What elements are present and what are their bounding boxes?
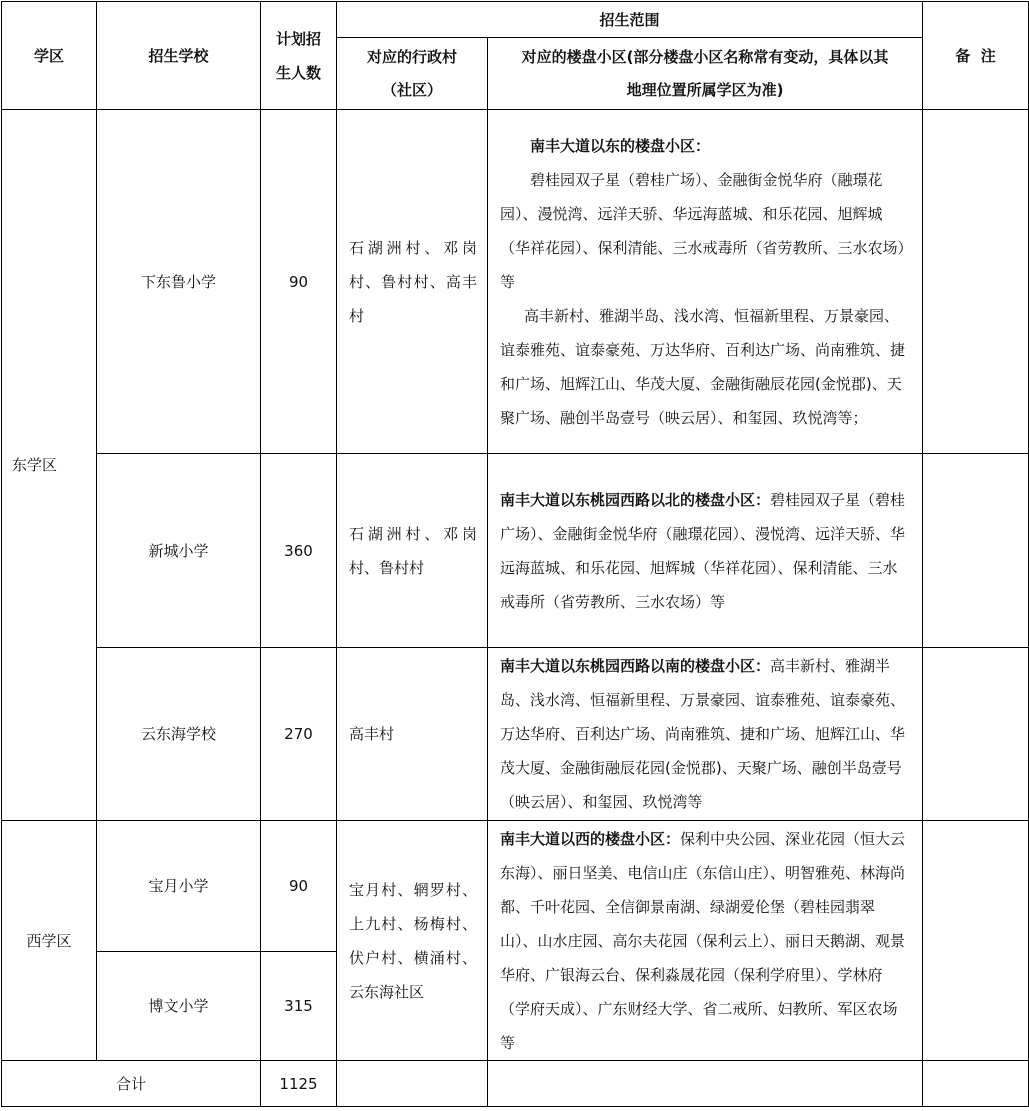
estate-text: 碧桂园双子星（碧桂广场）、金融街金悦华府（融璟花园）、漫悦湾、远洋天骄、华远海蓝城、和乐花园、旭辉城（华祥花园）、保利清能、三水戒毒所（省劳教所、三水农场）等	[500, 490, 906, 611]
estate-cell	[488, 110, 923, 454]
header-estates-line2: 地理位置所属学区为准)	[626, 80, 784, 99]
header-village	[337, 38, 488, 110]
header-school: 招生学校	[97, 2, 261, 110]
estate-text: 高丰新村、雅湖半岛、浅水湾、恒福新里程、万景豪园、谊泰雅苑、谊泰豪苑、万达华府、百利达广场、尚南雅筑、捷和广场、旭辉江山、华茂大厦、金融街融辰花园(金悦郡)、天聚广场、融创半岛壹号（映云居）、和玺园、玖悦湾等；	[500, 306, 906, 427]
school-name: 新城小学	[97, 454, 261, 648]
district-east-label: 东学区	[12, 456, 58, 474]
estate-text: 高丰新村、雅湖半岛、浅水湾、恒福新里程、万景豪园、谊泰雅苑、谊泰豪苑、万达华府、百利达广场、尚南雅筑、捷和广场、旭辉江山、华茂大厦、金融街融辰花园(金悦郡)、天聚广场、融创半岛壹号（映云居）、和玺园、玖悦湾等	[500, 657, 906, 811]
district-east	[2, 110, 97, 821]
remark-cell	[923, 648, 1029, 821]
plan-count: 315	[261, 952, 337, 1061]
header-plan-line1: 计划招	[275, 29, 321, 48]
header-village-line2: （社区）	[381, 80, 442, 99]
header-remark: 备 注	[923, 2, 1029, 110]
plan-count: 360	[261, 454, 337, 648]
estate-heading: 南丰大道以东桃园西路以南的楼盘小区：	[500, 657, 771, 675]
header-plan-line2: 生人数	[275, 63, 321, 82]
total-village-empty	[337, 1061, 488, 1107]
total-remark-empty	[923, 1061, 1029, 1107]
school-name: 下东鲁小学	[97, 110, 261, 454]
village-list: 宝月村、辋罗村、上九村、杨梅村、伏户村、横涌村、云东海社区	[337, 821, 488, 1061]
plan-count: 90	[261, 821, 337, 952]
remark-cell	[923, 821, 1029, 1061]
village-list: 高丰村	[337, 648, 488, 821]
village-list: 石湖洲村、邓岗村、鲁村村	[337, 454, 488, 648]
estate-text: 保利中央公园、深业花园（恒大云东海）、丽日坚美、电信山庄（东信山庄）、明智雅苑、林海尚都、千叶花园、全信御景南湖、绿湖爱伦堡（碧桂园翡翠山）、山水庄园、高尔夫花园（保利云上）、丽日天鹅湖、观景华府、广银海云台、保利淼晟花园（保利学府里）、学林府（学府天成）、广东财经大学、省二戒所、妇教所、军区农场等	[500, 829, 906, 1052]
school-name: 云东海学校	[97, 648, 261, 821]
remark-cell	[923, 110, 1029, 454]
estate-heading: 南丰大道以东的楼盘小区：	[530, 136, 711, 155]
school-name: 宝月小学	[97, 821, 261, 952]
estate-cell	[488, 454, 923, 648]
plan-count: 90	[261, 110, 337, 454]
header-district: 学区	[2, 2, 97, 110]
total-estates-empty	[488, 1061, 923, 1107]
total-label: 合计	[2, 1061, 261, 1107]
enrollment-table	[1, 1, 1029, 1107]
plan-count: 270	[261, 648, 337, 821]
school-name: 博文小学	[97, 952, 261, 1061]
estate-heading: 南丰大道以西的楼盘小区：	[500, 829, 681, 848]
header-scope: 招生范围	[337, 2, 923, 38]
estate-cell	[488, 648, 923, 821]
district-west: 西学区	[2, 821, 97, 1061]
estate-text: 碧桂园双子星（碧桂广场）、金融街金悦华府（融璟花园）、漫悦湾、远洋天骄、华远海蓝城、和乐花园、旭辉城（华祥花园）、保利清能、三水戒毒所（省劳教所、三水农场）等	[500, 170, 906, 291]
header-estates	[488, 38, 923, 110]
estate-cell	[488, 821, 923, 1061]
total-plan: 1125	[261, 1061, 337, 1107]
header-plan	[261, 2, 337, 110]
header-village-line1: 对应的行政村	[366, 47, 457, 66]
remark-cell	[923, 454, 1029, 648]
village-list: 石湖洲村、邓岗村、鲁村村、高丰村	[337, 110, 488, 454]
estate-heading: 南丰大道以东桃园西路以北的楼盘小区：	[500, 490, 771, 509]
header-estates-line1: 对应的楼盘小区(部分楼盘小区名称常有变动，具体以其	[521, 47, 889, 66]
